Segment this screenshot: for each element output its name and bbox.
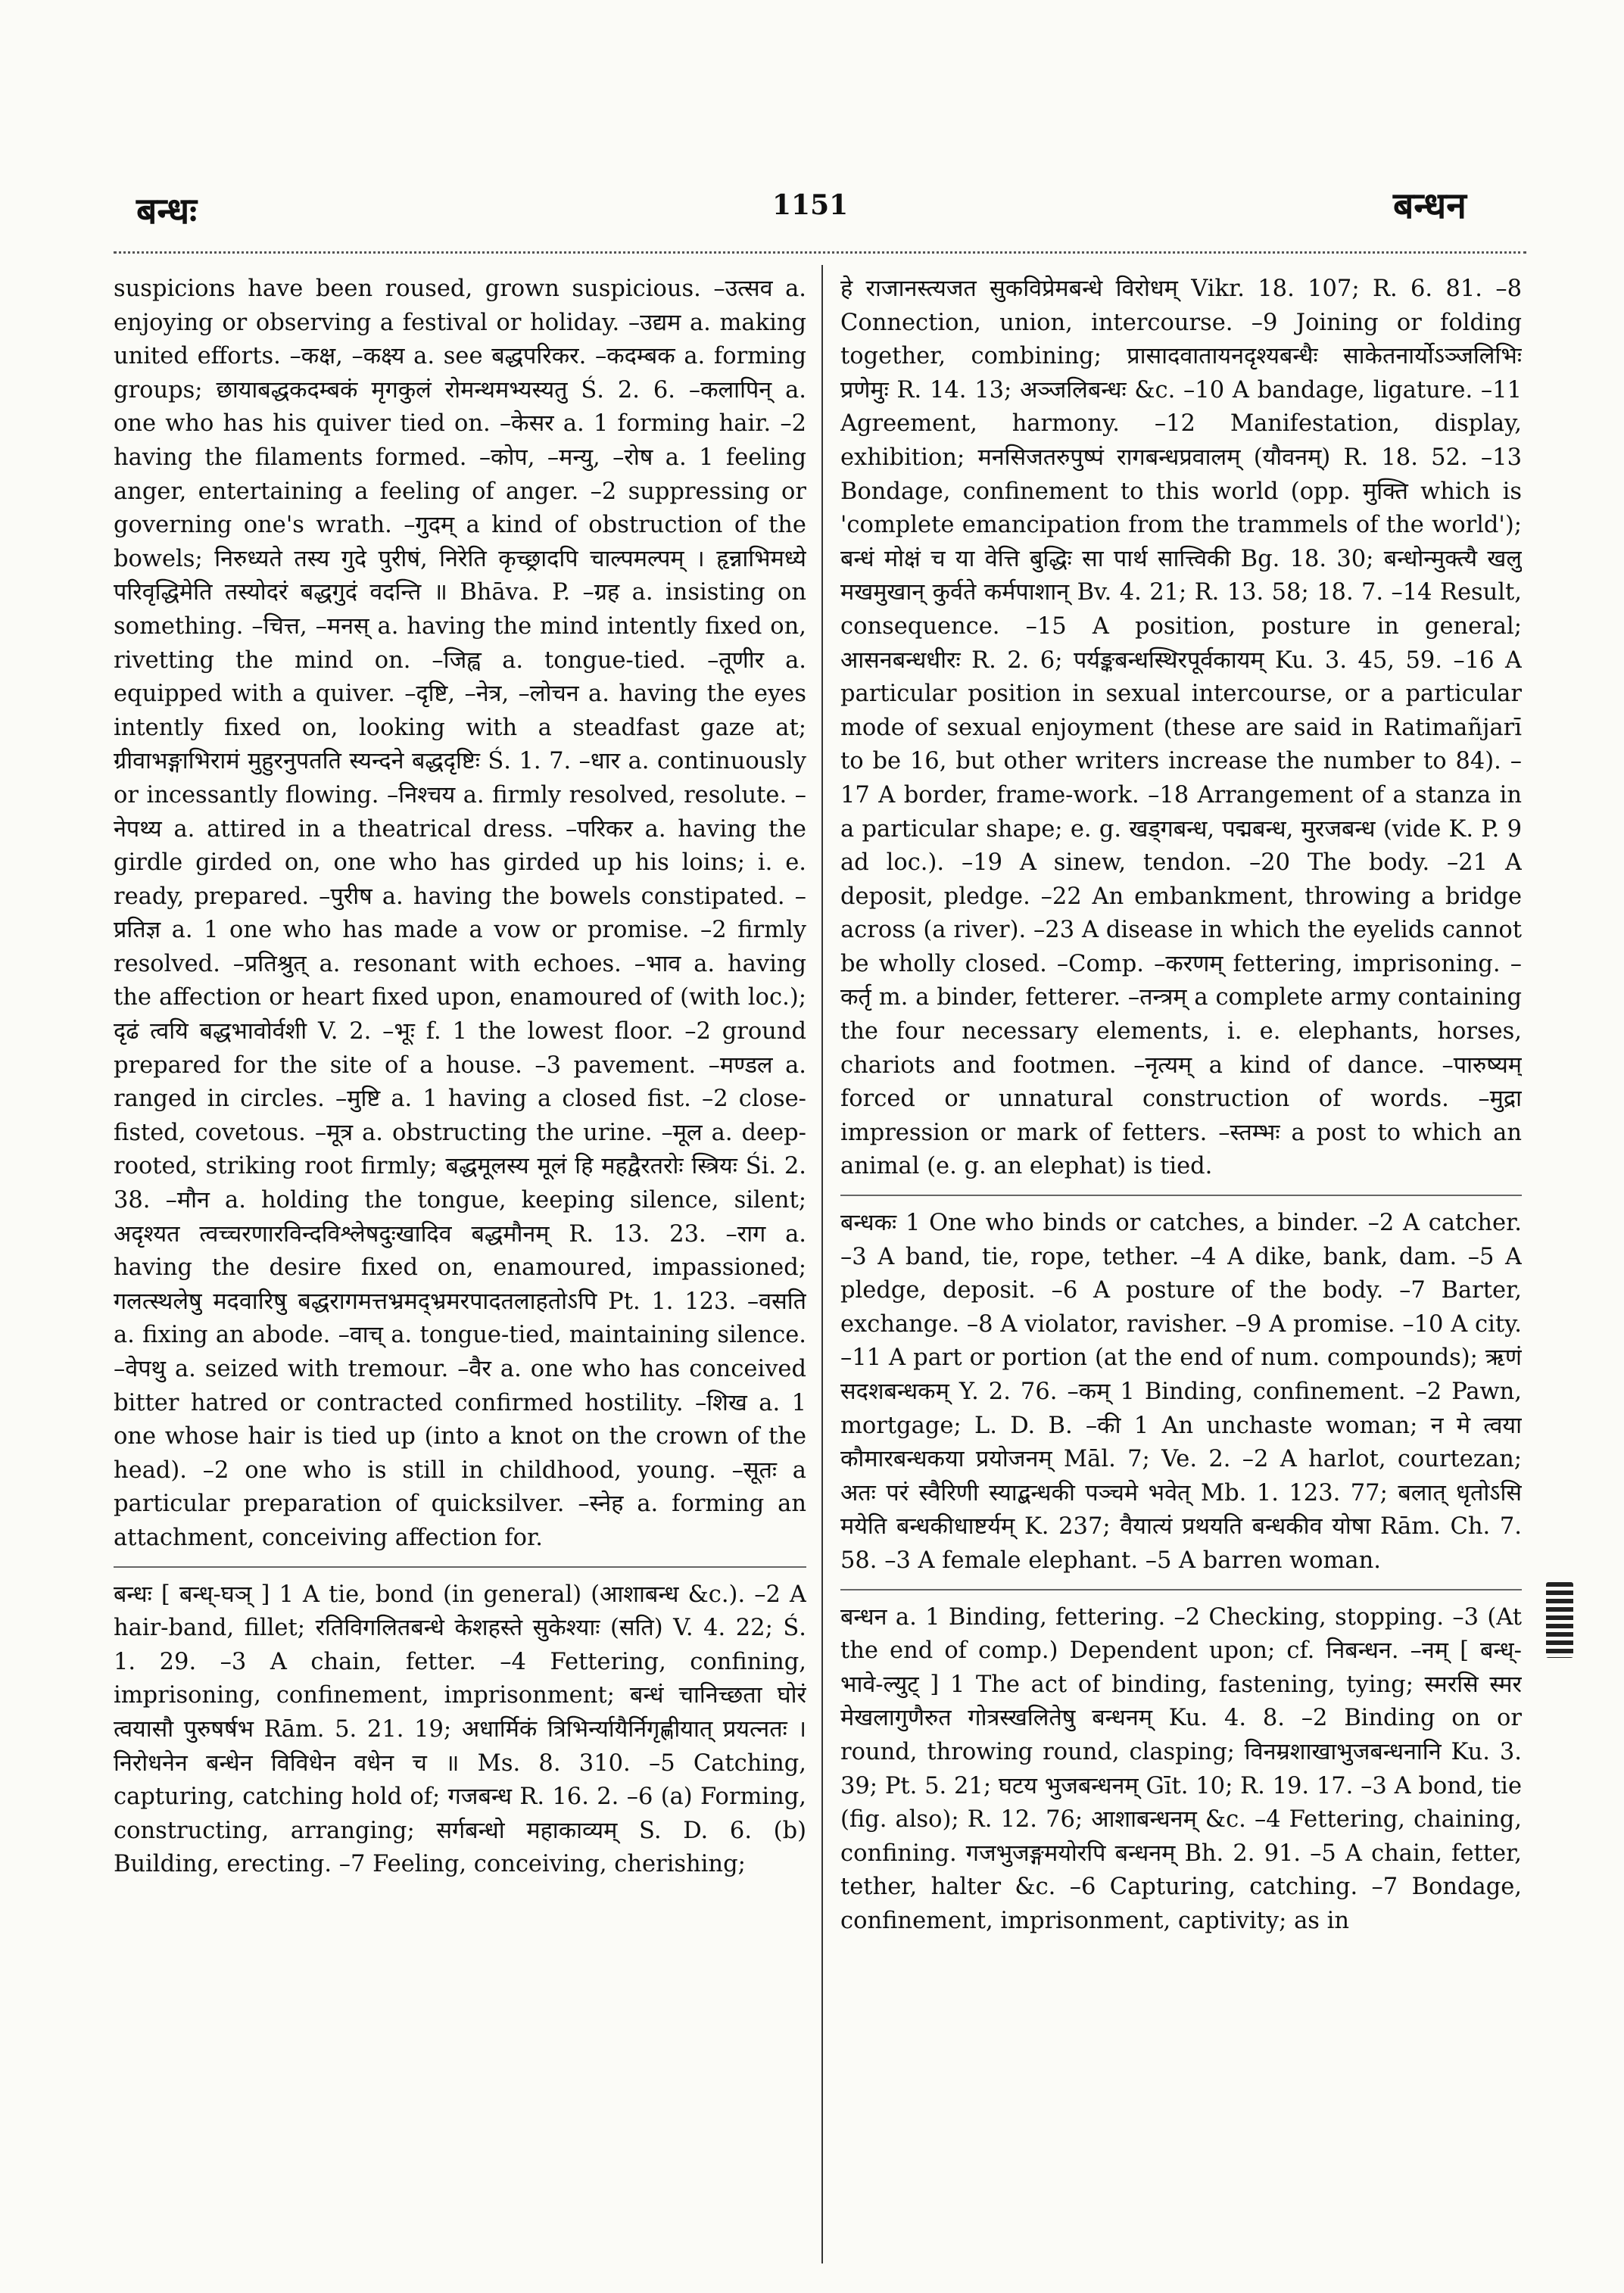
thumb-index-mark [1546, 1582, 1573, 1658]
right-running-headword: बन्धन [1393, 185, 1467, 227]
entry-bandhah-paragraph: बन्धः [ बन्ध्-घञ् ] 1 A tie, bond (in general) (आशाबन्ध &c.). –2 A hair-band, fillet; रतिविगलितबन्धे केशहस्ते सुकेश्याः (सति) V. 4. 22; Ś. 1. 29. –3 A chain, fetter. –4 Fettering, confining, imprisoning, confinement, imprisonment; बन्धं चानिच्छता घोरं त्वयासौ पुरुषर्षभ Rām. 5. 21. 19; अधार्मिकं त्रिभिर्न्यायैर्निगृह्णीयात् प्रयत्नतः । निरोधनेन बन्धेन विविधेन वधेन च ॥ Ms. 8. 310. –5 Catching, capturing, catching hold of; गजबन्ध R. 16. 2. –6 (a) Forming, constructing, arranging; सर्गबन्धो महाकाव्यम् S. D. 6. (b) Building, erecting. –7 Feeling, conceiving, cherishing; [114, 1581, 806, 1878]
page-number: 1151 [772, 189, 849, 221]
header-dotted-rule [114, 251, 1526, 254]
entry-bandhah-continuation: हे राजानस्त्यजत सुकविप्रेमबन्धे विरोधम् Vikr. 18. 107; R. 6. 81. –8 Connection, union, intercourse. –9 Joining or folding together, combining; प्रासादवातायनदृश्यबन्धैः साकेतनार्योऽञ्जलिभिः प्रणेमुः R. 14. 13; अञ्जलिबन्धः &c. –10 A bandage, ligature. –11 Agreement, harmony. –12 Manifestation, display, exhibition; मनसिजतरुपुष्पं रागबन्धप्रवालम् (यौवनम्) R. 18. 52. –13 Bondage, confinement to this world (opp. मुक्ति which is 'complete emancipation from the trammels of the world'); बन्धं मोक्षं च या वेत्ति बुद्धिः सा पार्थ सात्त्विकी Bg. 18. 30; बन्धोन्मुक्त्यै खलु मखमुखान् कुर्वते कर्मपाशान् Bv. 4. 21; R. 13. 58; 18. 7. –14 Result, consequence. –15 A position, posture in general; आसनबन्धधीरः R. 2. 6; पर्यङ्कबन्धस्थिरपूर्वकायम् Ku. 3. 45, 59. –16 A particular position in sexual intercourse, or a particular mode of sexual enjoyment (these are said in Ratimañjarī to be 16, but other writers increase the number to 84). –17 A border, frame-work. –18 Arrangement of a stanza in a particular shape; e. g. खड्गबन्ध, पद्मबन्ध, मुरजबन्ध (vide K. P. 9 ad loc.). –19 A sinew, tendon. –20 The body. –21 A deposit, pledge. –22 An embankment, throwing a bridge across (a river). –23 A disease in which the eyelids cannot be wholly closed. –Comp. –करणम् fettering, imprisoning. –कर्तृ m. a binder, fetterer. –तन्त्रम् a complete army containing the four necessary elements, i. e. elephants, horses, chariots and footmen. –नृत्यम् a kind of dance. –पारुष्यम् forced or unnatural construction of words. –मुद्रा impression or mark of fetters. –स्तम्भः a post to which an animal (e. g. an elephat) is tied. [840, 276, 1522, 1180]
entry-continuation-paragraph: suspicions have been roused, grown suspicious. –उत्सव a. enjoying or observing a festival or holiday. –उद्यम a. making united efforts. –कक्ष, –कक्ष्य a. see बद्धपरिकर. –कदम्बक a. forming groups; छायाबद्धकदम्बकं मृगकुलं रोमन्थमभ्यस्यतु Ś. 2. 6. –कलापिन् a. one who has his quiver tied on. –केसर a. 1 forming hair. –2 having the filaments formed. –कोप, –मन्यु, –रोष a. 1 feeling anger, entertaining a feeling of anger. –2 suppressing or governing one's wrath. –गुदम् a kind of obstruction of the bowels; निरुध्यते तस्य गुदे पुरीषं, निरेति कृच्छ्रादपि चाल्पमल्पम् । हृन्नाभिमध्ये परिवृद्धिमेति तस्योदरं बद्धगुदं वदन्ति ॥ Bhāva. P. –ग्रह a. insisting on something. –चित्त, –मनस् a. having the mind intently fixed on, rivetting the mind on. –जिह्व a. tongue-tied. –तूणीर a. equipped with a quiver. –दृष्टि, –नेत्र, –लोचन a. having the eyes intently fixed on, looking with a steadfast gaze at; ग्रीवाभङ्गाभिरामं मुहुरनुपतति स्यन्दने बद्धदृष्टिः Ś. 1. 7. –धार a. continuously or incessantly flowing. –निश्चय a. firmly resolved, resolute. –नेपथ्य a. attired in a theatrical dress. –परिकर a. having the girdle girded on, one who has girded up his loins; i. e. ready, prepared. –पुरीष a. having the bowels constipated. –प्रतिज्ञ a. 1 one who has made a vow or promise. –2 firmly resolved. –प्रतिश्रुत् a. resonant with echoes. –भाव a. having the affection or heart fixed upon, enamoured of (with loc.); दृढं त्वयि बद्धभावोर्वशी V. 2. –भूः f. 1 the lowest floor. –2 ground prepared for the site of a house. –3 pavement. –मण्डल a. ranged in circles. –मुष्टि a. 1 having a closed fist. –2 close-fisted, covetous. –मूत्र a. obstructing the urine. –मूल a. deep-rooted, striking root firmly; बद्धमूलस्य मूलं हि महद्वैरतरोः स्त्रियः Śi. 2. 38. –मौन a. holding the tongue, keeping silence, silent; अदृश्यत त्वच्चरणारविन्दविश्लेषदुःखादिव बद्धमौनम् R. 13. 23. –राग a. having the desire fixed on, enamoured, impassioned; गलत्स्थलेषु मदवारिषु बद्धरागमत्तभ्रमद्भ्रमरपादतलाहतोऽपि Pt. 1. 123. –वसति a. fixing an abode. –वाच् a. tongue-tied, maintaining silence. –वेपथु a. seized with tremour. –वैर a. one who has conceived bitter hatred or contracted confirmed hostility. –शिख a. 1 one whose hair is tied up (into a knot on the crown of the head). –2 one who is still in childhood, young. –सूतः a particular preparation of quicksilver. –स्नेह a. forming an attachment, conceiving affection for. [114, 276, 806, 1551]
entry-bandhakah-paragraph: बन्धकः 1 One who binds or catches, a binder. –2 A catcher. –3 A band, tie, rope, tether. –4 A dike, bank, dam. –5 A pledge, deposit. –6 A posture of the body. –7 Barter, exchange. –8 A violator, ravisher. –9 A promise. –10 A city. –11 A part or portion (at the end of num. compounds); ऋणं सदशबन्धकम् Y. 2. 76. –कम् 1 Binding, confinement. –2 Pawn, mortgage; L. D. B. –की 1 An unchaste woman; न मे त्वया कौमारबन्धकया प्रयोजनम् Māl. 7; Ve. 2. –2 A harlot, courtezan; अतः परं स्वैरिणी स्याद्बन्धकी पञ्चमे भवेत् Mb. 1. 123. 77; बलात् धृतोऽसि मयेति बन्धकीधाष्टर्यम् K. 237; वैयात्यं प्रथयति बन्धकीव योषा Rām. Ch. 7. 58. –3 A female elephant. –5 A barren woman. [840, 1210, 1522, 1574]
entry-separator [114, 1566, 806, 1568]
entry-separator [840, 1195, 1522, 1196]
page-header [0, 0, 1624, 250]
entry-bandhana-paragraph: बन्धन a. 1 Binding, fettering. –2 Checking, stopping. –3 (At the end of comp.) Dependent upon; cf. निबन्धन. –नम् [ बन्ध्-भावे-ल्युट् ] 1 The act of binding, fastening, tying; स्मरसि स्मर मेखलागुणैरुत गोत्रस्खलितेषु बन्धनम् Ku. 4. 8. –2 Binding on or round, throwing round, clasping; विनम्रशाखाभुजबन्धनानि Ku. 3. 39; Pt. 5. 21; घटय भुजबन्धनम् Gīt. 10; R. 19. 17. –3 A bond, tie (fig. also); R. 12. 76; आशाबन्धनम् &c. –4 Fettering, chaining, confining. गजभुजङ्गमयोरपि बन्धनम् Bh. 2. 91. –5 A chain, fetter, tether, halter &c. –6 Capturing, catching. –7 Bondage, confinement, imprisonment, captivity; as in [840, 1603, 1522, 1934]
right-column [840, 273, 1522, 2271]
left-column [114, 273, 806, 2271]
entry-separator [840, 1589, 1522, 1590]
column-divider [821, 265, 823, 2263]
left-running-headword: बन्धः [136, 190, 197, 232]
